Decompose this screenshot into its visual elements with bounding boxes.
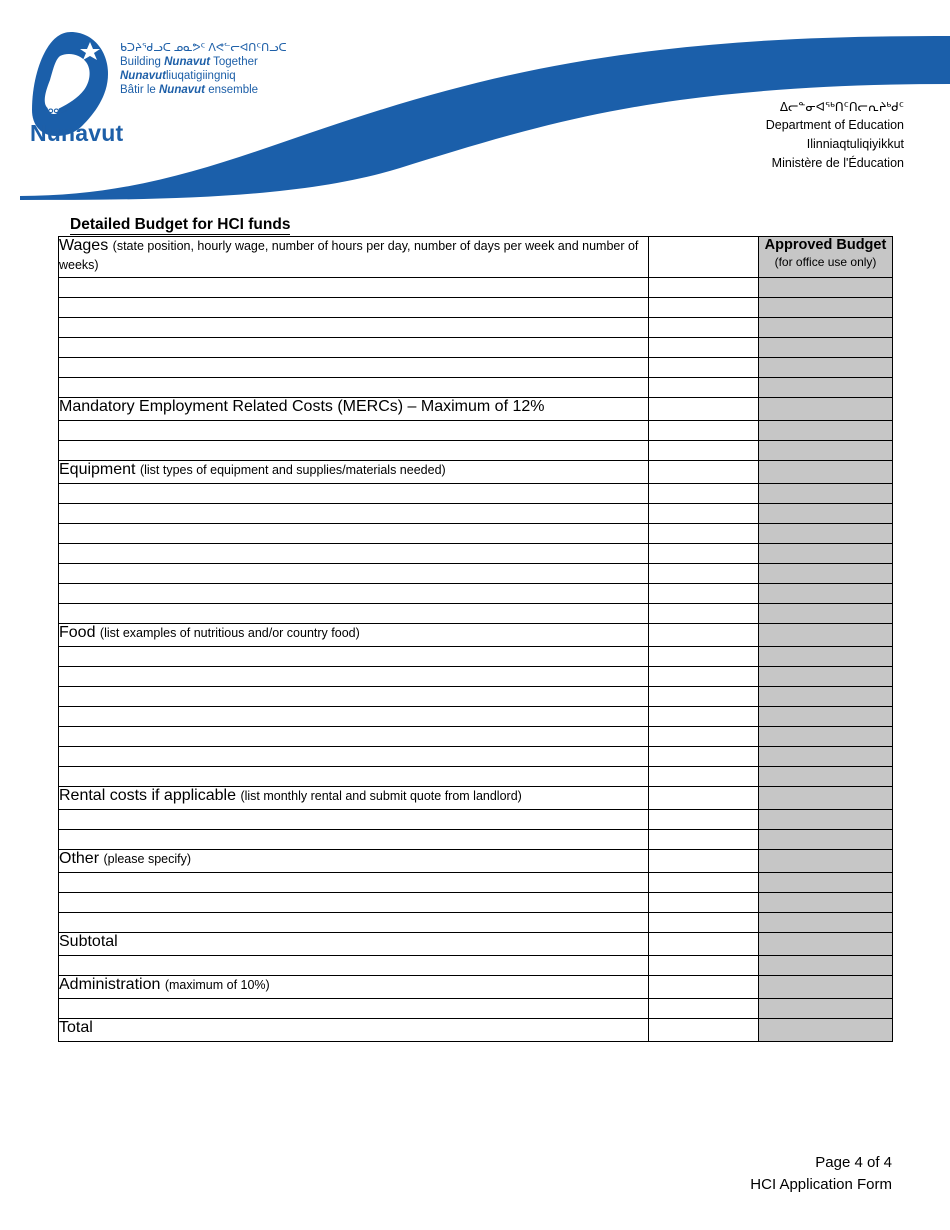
approved-budget-cell[interactable] bbox=[759, 378, 893, 398]
approved-budget-cell[interactable] bbox=[759, 398, 893, 421]
detailed-budget-table bbox=[58, 236, 893, 1042]
department-english: Department of Education bbox=[765, 118, 904, 133]
category-label-cell bbox=[59, 237, 649, 278]
approved-budget-cell[interactable] bbox=[759, 956, 893, 976]
approved-budget-cell[interactable] bbox=[759, 604, 893, 624]
amount-cell[interactable] bbox=[649, 787, 759, 810]
category-subtitle: (list types of equipment and supplies/materials needed) bbox=[139, 463, 446, 477]
row-description-cell[interactable] bbox=[59, 810, 649, 830]
approved-budget-cell[interactable] bbox=[759, 484, 893, 504]
amount-cell[interactable] bbox=[649, 830, 759, 850]
row-description-cell[interactable] bbox=[59, 544, 649, 564]
row-description-cell[interactable] bbox=[59, 298, 649, 318]
table-row-blank bbox=[59, 707, 893, 727]
approved-budget-cell[interactable] bbox=[759, 358, 893, 378]
table-row-blank bbox=[59, 999, 893, 1019]
logo-tagline bbox=[120, 30, 287, 97]
row-description-cell[interactable] bbox=[59, 999, 649, 1019]
table-row-blank bbox=[59, 524, 893, 544]
amount-cell[interactable] bbox=[649, 441, 759, 461]
row-description-cell[interactable] bbox=[59, 727, 649, 747]
amount-cell[interactable] bbox=[649, 810, 759, 830]
approved-budget-cell[interactable] bbox=[759, 687, 893, 707]
row-description-cell[interactable] bbox=[59, 564, 649, 584]
amount-cell[interactable] bbox=[649, 687, 759, 707]
amount-cell[interactable] bbox=[649, 421, 759, 441]
row-description-cell[interactable] bbox=[59, 421, 649, 441]
logo-tagline-syllabics: ᑲᑐᔨᖁᓗᑕ ᓄᓇᕗᑦ ᐱᕙᓪᓕᐊᑎᑦᑎᓗᑕ bbox=[120, 42, 287, 54]
approved-budget-header-note: (for office use only) bbox=[774, 255, 877, 270]
table-row-blank bbox=[59, 830, 893, 850]
category-title: Subtotal bbox=[59, 933, 118, 950]
approved-budget-cell[interactable] bbox=[759, 787, 893, 810]
category-subtitle: (please specify) bbox=[103, 852, 192, 866]
category-label-cell bbox=[59, 461, 649, 484]
footer-page-number: Page 4 of 4 bbox=[815, 1154, 892, 1171]
row-description-cell[interactable] bbox=[59, 707, 649, 727]
approved-budget-cell[interactable] bbox=[759, 624, 893, 647]
approved-budget-header-main: Approved Budget bbox=[764, 237, 887, 253]
table-row-blank bbox=[59, 767, 893, 787]
approved-budget-cell[interactable] bbox=[759, 913, 893, 933]
table-row-category bbox=[59, 787, 893, 810]
table-row-blank bbox=[59, 913, 893, 933]
table-row-blank bbox=[59, 378, 893, 398]
category-title: Equipment bbox=[59, 461, 136, 478]
table-row-category bbox=[59, 461, 893, 484]
amount-cell[interactable] bbox=[649, 604, 759, 624]
amount-cell[interactable] bbox=[649, 850, 759, 873]
table-row-category bbox=[59, 850, 893, 873]
category-label-cell bbox=[59, 398, 649, 421]
approved-budget-cell[interactable] bbox=[759, 830, 893, 850]
logo-tagline-french: Bâtir le Nunavut ensemble bbox=[120, 84, 259, 97]
amount-cell[interactable] bbox=[649, 237, 759, 278]
row-description-cell[interactable] bbox=[59, 873, 649, 893]
category-label-cell bbox=[59, 1019, 649, 1042]
approved-budget-cell[interactable] bbox=[759, 747, 893, 767]
category-subtitle: (maximum of 10%) bbox=[164, 978, 270, 992]
category-subtitle: (list examples of nutritious and/or country food) bbox=[99, 626, 360, 640]
department-inuktitut: Ilinniaqtuliqiyikkut bbox=[806, 137, 904, 152]
amount-cell[interactable] bbox=[649, 358, 759, 378]
approved-budget-cell[interactable] bbox=[759, 421, 893, 441]
logo-wordmark: Nunavut bbox=[30, 120, 124, 146]
approved-budget-cell[interactable] bbox=[759, 647, 893, 667]
table-row-blank bbox=[59, 687, 893, 707]
category-label-cell bbox=[59, 933, 649, 956]
table-row-blank bbox=[59, 441, 893, 461]
approved-budget-cell[interactable] bbox=[759, 873, 893, 893]
logo-tagline-english: Building Nunavut Together bbox=[120, 56, 258, 69]
approved-budget-cell[interactable] bbox=[759, 933, 893, 956]
amount-cell[interactable] bbox=[649, 727, 759, 747]
row-description-cell[interactable] bbox=[59, 278, 649, 298]
table-row-blank bbox=[59, 810, 893, 830]
department-french: Ministère de l'Éducation bbox=[771, 156, 904, 171]
row-description-cell[interactable] bbox=[59, 956, 649, 976]
page-footer bbox=[750, 1152, 892, 1196]
approved-budget-cell[interactable] bbox=[759, 524, 893, 544]
category-label-cell bbox=[59, 624, 649, 647]
row-description-cell[interactable] bbox=[59, 524, 649, 544]
row-description-cell[interactable] bbox=[59, 604, 649, 624]
approved-budget-header bbox=[759, 237, 893, 278]
footer-form-name: HCI Application Form bbox=[750, 1175, 892, 1193]
approved-budget-cell[interactable] bbox=[759, 441, 893, 461]
amount-cell[interactable] bbox=[649, 378, 759, 398]
amount-cell[interactable] bbox=[649, 1019, 759, 1042]
approved-budget-cell[interactable] bbox=[759, 893, 893, 913]
row-description-cell[interactable] bbox=[59, 584, 649, 604]
amount-cell[interactable] bbox=[649, 318, 759, 338]
page-header bbox=[0, 0, 950, 200]
amount-cell[interactable] bbox=[649, 484, 759, 504]
amount-cell[interactable] bbox=[649, 873, 759, 893]
table-row-blank bbox=[59, 318, 893, 338]
approved-budget-cell[interactable] bbox=[759, 707, 893, 727]
category-title: Wages bbox=[59, 237, 109, 254]
table-row-category bbox=[59, 976, 893, 999]
amount-cell[interactable] bbox=[649, 338, 759, 358]
approved-budget-cell[interactable] bbox=[759, 461, 893, 484]
amount-cell[interactable] bbox=[649, 544, 759, 564]
approved-budget-cell[interactable] bbox=[759, 544, 893, 564]
category-title: Other bbox=[59, 850, 100, 867]
category-title: Total bbox=[59, 1019, 93, 1036]
amount-cell[interactable] bbox=[649, 913, 759, 933]
amount-cell[interactable] bbox=[649, 747, 759, 767]
row-description-cell[interactable] bbox=[59, 358, 649, 378]
table-row-blank bbox=[59, 544, 893, 564]
table-row-blank bbox=[59, 484, 893, 504]
category-label-cell bbox=[59, 787, 649, 810]
table-row-blank bbox=[59, 298, 893, 318]
table-row-blank bbox=[59, 504, 893, 524]
row-description-cell[interactable] bbox=[59, 441, 649, 461]
approved-budget-cell[interactable] bbox=[759, 584, 893, 604]
approved-budget-cell[interactable] bbox=[759, 564, 893, 584]
approved-budget-cell[interactable] bbox=[759, 667, 893, 687]
approved-budget-cell[interactable] bbox=[759, 727, 893, 747]
approved-budget-cell[interactable] bbox=[759, 976, 893, 999]
table-row-blank bbox=[59, 278, 893, 298]
approved-budget-cell[interactable] bbox=[759, 810, 893, 830]
row-description-cell[interactable] bbox=[59, 338, 649, 358]
category-title: Rental costs if applicable bbox=[59, 787, 236, 804]
amount-cell[interactable] bbox=[649, 647, 759, 667]
approved-budget-cell[interactable] bbox=[759, 767, 893, 787]
row-description-cell[interactable] bbox=[59, 747, 649, 767]
row-description-cell[interactable] bbox=[59, 667, 649, 687]
logo-wordmark-syllabics: ᓄᓇᕗᑦ bbox=[45, 105, 74, 116]
amount-cell[interactable] bbox=[649, 504, 759, 524]
row-description-cell[interactable] bbox=[59, 647, 649, 667]
table-row-blank bbox=[59, 604, 893, 624]
table-row-category bbox=[59, 398, 893, 421]
approved-budget-cell[interactable] bbox=[759, 318, 893, 338]
logo-tagline-inuktitut: Nunavutliuqatigiingniq bbox=[120, 70, 236, 83]
amount-cell[interactable] bbox=[649, 707, 759, 727]
table-row-category bbox=[59, 933, 893, 956]
approved-budget-cell[interactable] bbox=[759, 504, 893, 524]
category-subtitle: (list monthly rental and submit quote from landlord) bbox=[240, 789, 522, 803]
approved-budget-cell[interactable] bbox=[759, 298, 893, 318]
row-description-cell[interactable] bbox=[59, 687, 649, 707]
amount-cell[interactable] bbox=[649, 667, 759, 687]
approved-budget-cell[interactable] bbox=[759, 999, 893, 1019]
table-row-blank bbox=[59, 421, 893, 441]
row-description-cell[interactable] bbox=[59, 893, 649, 913]
approved-budget-cell[interactable] bbox=[759, 1019, 893, 1042]
amount-cell[interactable] bbox=[649, 933, 759, 956]
department-block bbox=[766, 98, 904, 173]
amount-cell[interactable] bbox=[649, 624, 759, 647]
table-row-category bbox=[59, 1019, 893, 1042]
approved-budget-cell[interactable] bbox=[759, 850, 893, 873]
amount-cell[interactable] bbox=[649, 524, 759, 544]
table-row-blank bbox=[59, 956, 893, 976]
table-row-category bbox=[59, 624, 893, 647]
table-row-blank bbox=[59, 727, 893, 747]
page-title: Detailed Budget for HCI funds bbox=[70, 216, 290, 235]
table-row-category bbox=[59, 237, 893, 278]
amount-cell[interactable] bbox=[649, 999, 759, 1019]
table-row-blank bbox=[59, 893, 893, 913]
table-row-blank bbox=[59, 584, 893, 604]
table-row-blank bbox=[59, 358, 893, 378]
amount-cell[interactable] bbox=[649, 976, 759, 999]
approved-budget-cell[interactable] bbox=[759, 338, 893, 358]
amount-cell[interactable] bbox=[649, 461, 759, 484]
table-row-blank bbox=[59, 647, 893, 667]
row-description-cell[interactable] bbox=[59, 378, 649, 398]
amount-cell[interactable] bbox=[649, 893, 759, 913]
department-syllabics: ᐃᓕᓐᓂᐊᖅᑎᑦᑎᓕᕆᔨᒃᑯᑦ bbox=[779, 100, 904, 114]
category-title: Administration bbox=[59, 976, 161, 993]
amount-cell[interactable] bbox=[649, 767, 759, 787]
table-row-blank bbox=[59, 747, 893, 767]
table-row-blank bbox=[59, 564, 893, 584]
category-title: Mandatory Employment Related Costs (MERCs) – Maximum of 12% bbox=[59, 398, 545, 415]
category-title: Food bbox=[59, 624, 96, 641]
category-label-cell bbox=[59, 850, 649, 873]
amount-cell[interactable] bbox=[649, 278, 759, 298]
table-row-blank bbox=[59, 338, 893, 358]
amount-cell[interactable] bbox=[649, 398, 759, 421]
row-description-cell[interactable] bbox=[59, 913, 649, 933]
row-description-cell[interactable] bbox=[59, 767, 649, 787]
category-label-cell bbox=[59, 976, 649, 999]
approved-budget-cell[interactable] bbox=[759, 278, 893, 298]
amount-cell[interactable] bbox=[649, 298, 759, 318]
category-subtitle: (state position, hourly wage, number of hours per day, number of days per week and number of weeks) bbox=[59, 239, 639, 272]
table-row-blank bbox=[59, 873, 893, 893]
row-description-cell[interactable] bbox=[59, 484, 649, 504]
row-description-cell[interactable] bbox=[59, 830, 649, 850]
table-row-blank bbox=[59, 667, 893, 687]
row-description-cell[interactable] bbox=[59, 504, 649, 524]
row-description-cell[interactable] bbox=[59, 318, 649, 338]
amount-cell[interactable] bbox=[649, 584, 759, 604]
amount-cell[interactable] bbox=[649, 564, 759, 584]
amount-cell[interactable] bbox=[649, 956, 759, 976]
